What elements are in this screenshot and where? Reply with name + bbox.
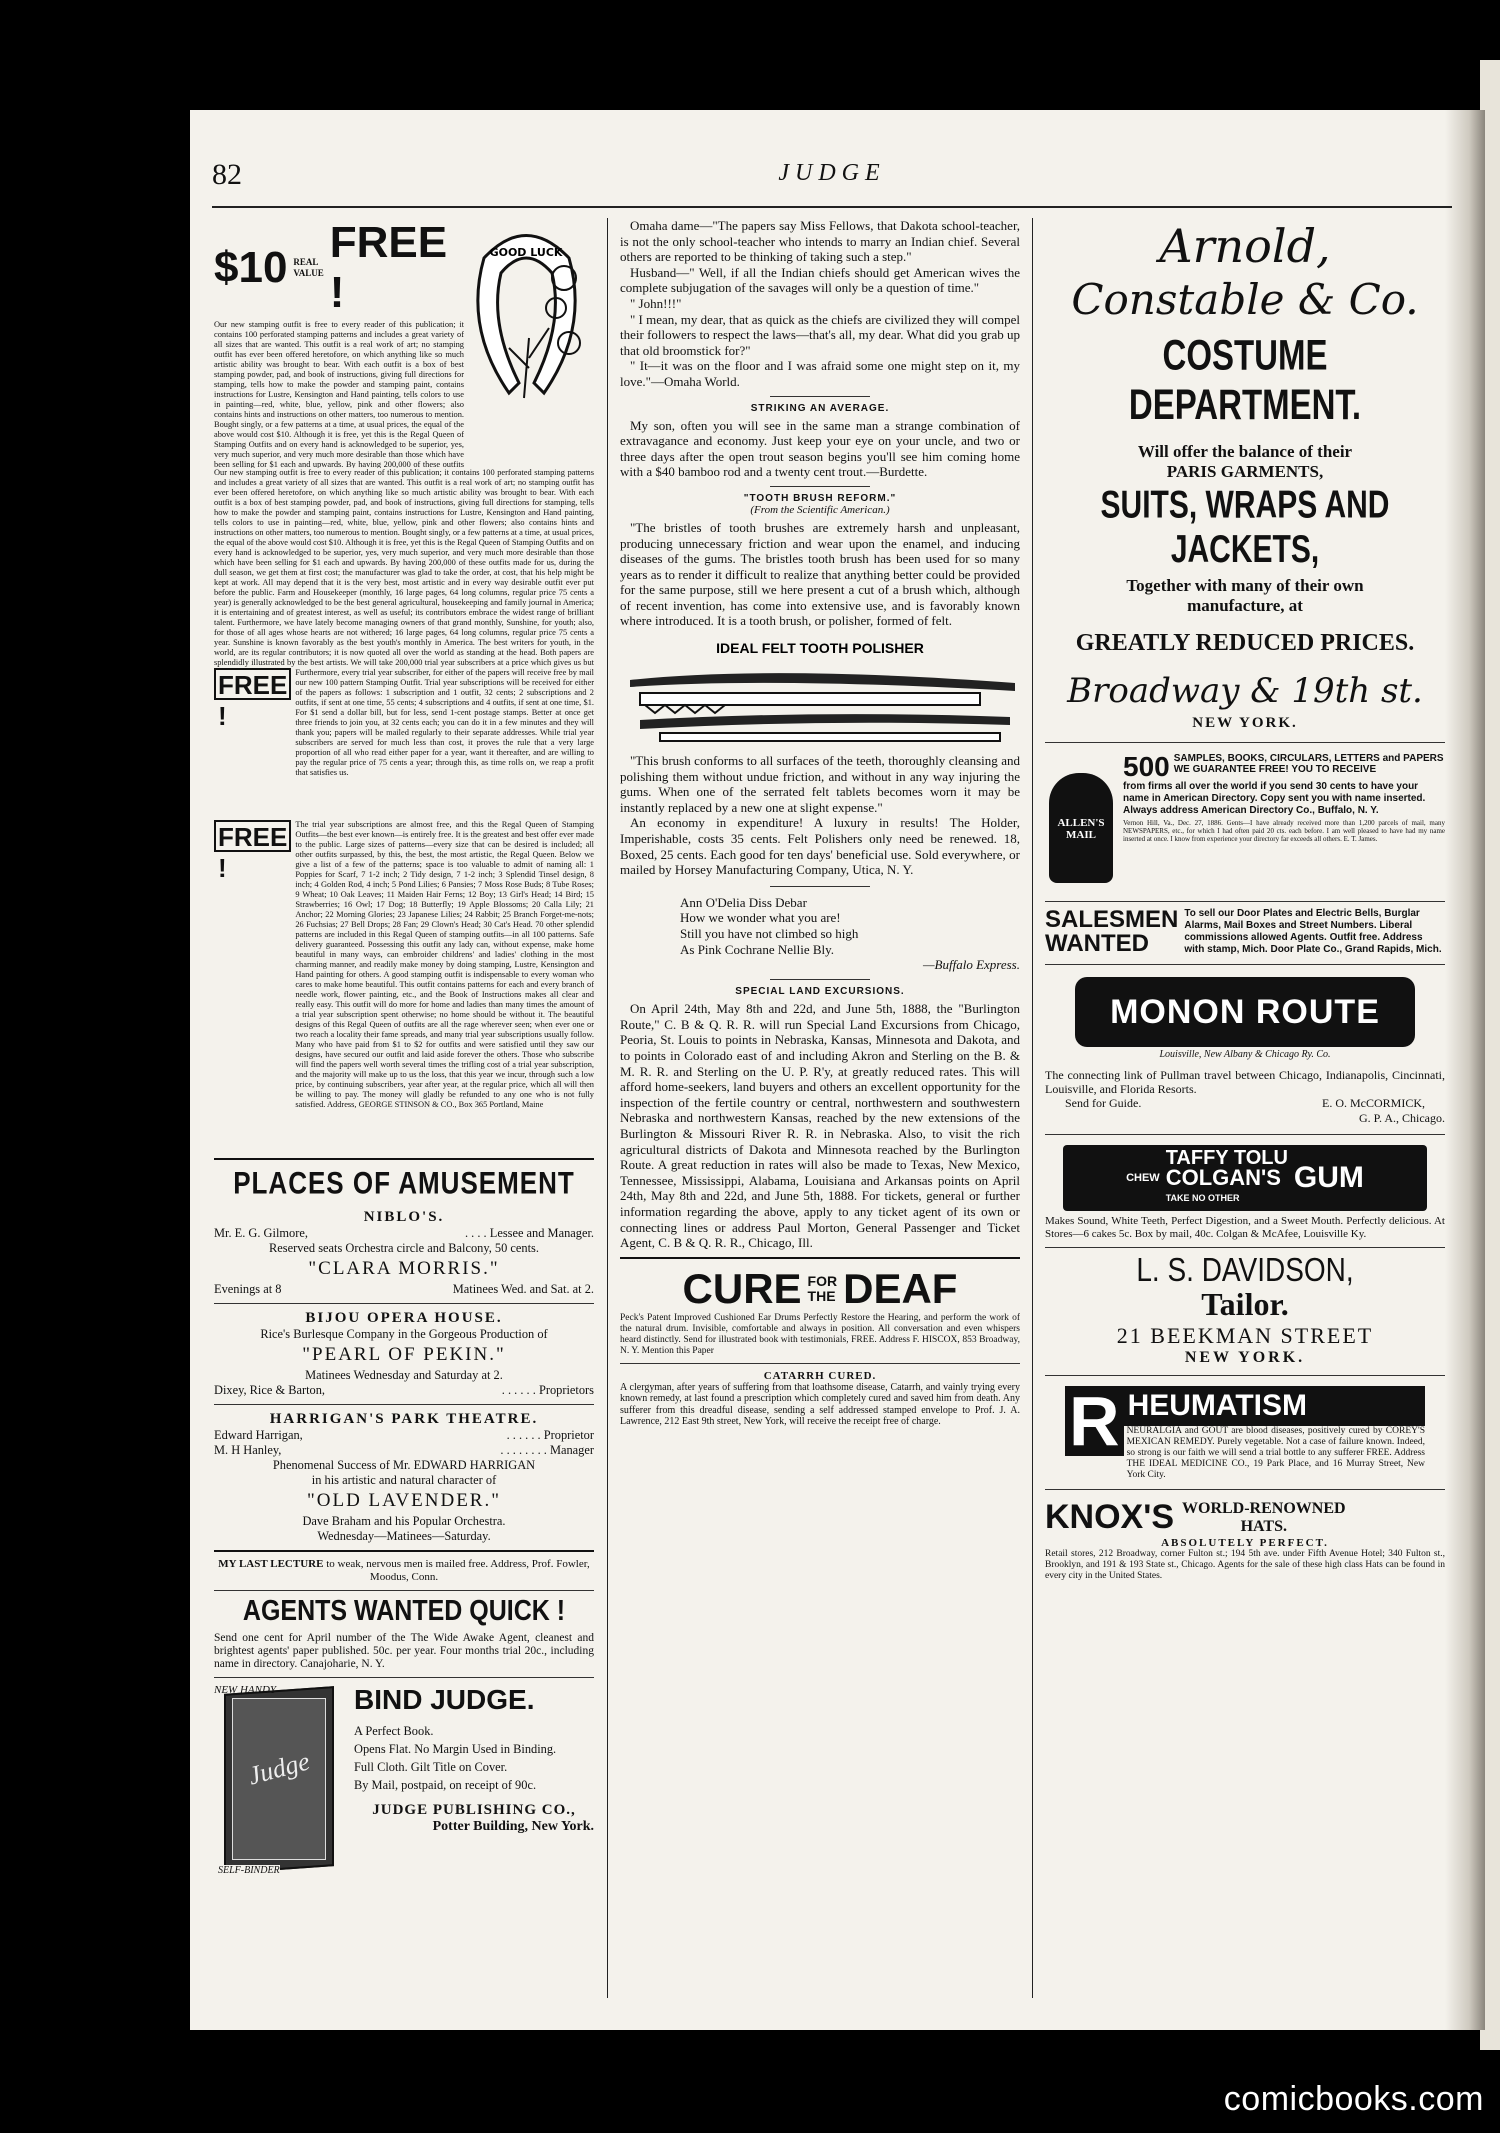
- agents-wanted-ad: [214, 1594, 594, 1671]
- free-badge-2: FREE !: [214, 668, 291, 700]
- column-left: [214, 218, 594, 2018]
- bind-line-4: By Mail, postpaid, on receipt of 90c.: [354, 1778, 537, 1792]
- omaha-dialogue-4: " I mean, my dear, that as quick as the chiefs are civilized they will compel their followers to respect the laws—that's all, my dear. What did you grab up that old broomstick for?": [620, 311, 1020, 358]
- rheumatism-initial: R: [1065, 1386, 1124, 1456]
- allen-text: from firms all over the world if you send 30 cents to have your name in American Directory. Copy sent you with name inserted. Always address American Directory Co., Buffalo, N. Y.: [1123, 781, 1426, 816]
- free-headline: FREE !: [329, 218, 448, 317]
- omaha-dialogue-5: " It—it was on the floor and I was afraid some one might step on it, my love."—Omaha World.: [620, 358, 1020, 389]
- rheumatism-title: HEUMATISM: [1124, 1386, 1425, 1426]
- special-heading: SPECIAL LAND EXCURSIONS.: [735, 986, 905, 998]
- allens-mail-bag-illustration: [1045, 753, 1117, 891]
- bijou-play: "PEARL OF PEKIN.": [302, 1344, 506, 1365]
- striking-text: My son, often you will see in the same man a strange combination of extravagance and economy. Just keep your eye on your uncle, and two or three days after the open trout season begins you'll see him coming home with a $40 bamboo rod and a twenty cent trout.—Burdette.: [620, 417, 1020, 480]
- monon-railway: Louisville, New Albany & Chicago Ry. Co.: [1159, 1049, 1331, 1060]
- poem-line-4: As Pink Cochrane Nellie Bly.: [680, 941, 835, 957]
- bijou-company: Rice's Burlesque Company in the Gorgeous Production of: [260, 1327, 548, 1341]
- the-word: THE: [807, 1287, 836, 1304]
- gum-word: GUM: [1293, 1161, 1364, 1194]
- column-middle: [620, 218, 1020, 2018]
- davidson-tailor-ad: [1045, 1250, 1445, 1367]
- harrigan-manager: M. H Hanley,: [214, 1443, 282, 1457]
- harrigan-name: HARRIGAN'S PARK THEATRE.: [269, 1411, 539, 1427]
- real-label: REAL: [293, 257, 319, 267]
- value-label: VALUE: [293, 268, 324, 278]
- knox-text: Retail stores, 212 Broadway, corner Fulton st.; 194 5th ave. under Fifth Avenue Hotel; 340 Fulton st., Brooklyn, and 191 & 193 State st., Chicago. Agents for the sale of these high class Hats can be found in every city in the United States.: [1045, 1549, 1445, 1581]
- harrigan-success: Phenomenal Success of Mr. EDWARD HARRIGAN: [272, 1458, 536, 1472]
- judge-publishing: JUDGE PUBLISHING CO.,: [372, 1802, 576, 1818]
- knox-hats-ad: [1045, 1498, 1445, 1582]
- arnold-city: NEW YORK.: [1192, 715, 1298, 731]
- niblo-seats: Reserved seats Orchestra circle and Balcony, 50 cents.: [269, 1241, 539, 1255]
- omaha-dialogue-2: Husband—" Well, if all the Indian chiefs should get American wives the complete subjugation of the savages will only be a question of time.": [620, 264, 1020, 296]
- stamping-ad-body: Our new stamping outfit is free to every reader of this publication; it contains 100 perforated stamping patterns and includes a great variety of all sizes that are wanted. This outfit is a real work of art; no stamping outfit has ever been offered heretofore, on which anything like so much artistic ability was brought to bear. With each outfit is a box of best stamping powder, pad, and book of instructions, giving full directions for stamping, tells how to make the powder and stamping paint, contains instructions for Lustre, Kensington and Hand painting, tells colors to use in painting—red, white, blue, yellow, pink and other flowers; also contains hints and instructions on other matters, too numerous to mention. Bought singly, or a few patterns at a time, at usual prices, the equal of the above would cost $10. Although it is free, yet this is the Regal Queen of Stamping Outfits and on every hand is acknowledged to be superior, yes, very much superior, and very much more desirable than those which have been selling for $1 each and upwards. By having 200,000 of these outfits: [214, 320, 464, 468]
- harrigan-play: "OLD LAVENDER.": [307, 1490, 501, 1511]
- bijou-name: BIJOU OPERA HOUSE.: [305, 1310, 503, 1326]
- costume-department: COSTUME DEPARTMENT.: [1128, 330, 1362, 429]
- harrigan-matinees: Wednesday—Matinees—Saturday.: [317, 1529, 491, 1543]
- poem-source: —Buffalo Express.: [922, 957, 1020, 973]
- omaha-dialogue-3: " John!!!": [630, 295, 682, 311]
- davidson-name: L. S. DAVIDSON,: [1136, 1250, 1354, 1288]
- davidson-address: 21 BEEKMAN STREET: [1116, 1323, 1374, 1348]
- book-cover-title: Judge: [245, 1746, 313, 1791]
- site-watermark: comicbooks.com: [1223, 2080, 1484, 2118]
- bijou-proprietors-role: . . . . . . Proprietors: [501, 1383, 594, 1397]
- poem-line-2: How we wonder what you are!: [680, 910, 841, 926]
- allen-testimonial: Vernon Hill, Va., Dec. 27, 1886. Gents—I have already received more than 1,200 parcels of mail, many NEWSPAPERS, etc., for which I had often paid 20 cts. each before. I am well pleased to have had my name inserted at once. I know from experience your directory far exceeds all others. E. T. James.: [1123, 819, 1445, 843]
- arnold-together: Together with many of their own: [1126, 576, 1364, 595]
- book-bottom-label: SELF-BINDER: [218, 1865, 280, 1876]
- reduced-prices: GREATLY REDUCED PRICES.: [1075, 630, 1415, 656]
- niblo-evenings: Evenings at 8: [214, 1282, 282, 1296]
- section-heading: PLACES OF AMUSEMENT: [233, 1164, 575, 1201]
- subscription-terms: Furthermore, every trial year subscriber, for either of the papers will receive free by mail our new 100 pattern Stamping Outfit. Trial year subscriptions will be received for either of the papers as follows: 1 subscription and 1 outfit, 32 cents; 2 subscriptions and 2 outfits, if sent at one time, 55 cents; 4 subscriptions and 4 outfits, if sent at one time, $1. For $1 send a dollar bill, but for less, send 1-cent postage stamps. Better at once get three friends to join you, at 32 cents each; you can do it in a few minutes and they will thank you; papers will be mailed regularly to their separate addresses. While trial year subscribers are served for much less than cost, it proves the rule that a very large proportion of all who read either paper for a year, want it thereafter, and are willing to pay the regular price of 75 cents a year; through this, as time rolls on, we reap a profit that satisfies us.: [295, 668, 594, 777]
- tooth-text-2: "This brush conforms to all surfaces of the teeth, thoroughly cleansing and polishing them without undue friction, and without in any way injuring the gums. When one of the serrated felt tablets becomes worn it may be instantly replaced by a new one at slight expense.": [620, 753, 1020, 815]
- take-no-other: TAKE NO OTHER: [1165, 1193, 1240, 1203]
- tooth-image-label: IDEAL FELT TOOTH POLISHER: [716, 640, 924, 657]
- salesmen-text: To sell our Door Plates and Electric Bells, Burglar Alarms, Mail Boxes and Street Numbers. Liberal commissions allowed Agents. Outfit free. Address with stamp, Mich. Door Plate Co., Grand Rapids, Mich.: [1184, 908, 1442, 955]
- knox-name: KNOX'S: [1045, 1498, 1174, 1536]
- column-divider-2: [1032, 218, 1033, 1998]
- seal-text: GOOD LUCK: [489, 246, 563, 259]
- colgans-name: COLGAN'S: [1165, 1165, 1281, 1190]
- niblo-lessee-role: . . . . Lessee and Manager.: [464, 1226, 594, 1240]
- harrigan-manager-role: . . . . . . . . Manager: [500, 1443, 594, 1457]
- column-right: [1045, 218, 1445, 2018]
- allen-number: 500: [1123, 751, 1170, 782]
- suits-wraps-jackets: SUITS, WRAPS AND JACKETS,: [1100, 483, 1390, 571]
- cure-deaf-ad: [620, 1265, 1020, 1357]
- book-top-label: NEW HANDY: [214, 1684, 277, 1696]
- niblo-matinees: Matinees Wed. and Sat. at 2.: [452, 1282, 594, 1296]
- lecture-title: MY LAST LECTURE: [218, 1558, 324, 1570]
- niblo-play: "CLARA MORRIS.": [308, 1258, 500, 1279]
- column-divider-1: [607, 218, 608, 1998]
- colgan-text: Makes Sound, White Teeth, Perfect Digestion, and a Sweet Mouth. Perfectly delicious. At Stores—6 cakes 5c. Box by mail, 40c. Colgan & McAfee, Louisville Ky.: [1045, 1215, 1445, 1240]
- stamping-ad-body-2: Our new stamping outfit is free to every reader of this publication; it contains 100 perforated stamping patterns and includes a great variety of all sizes that are wanted. This outfit is a real work of art; no stamping outfit has ever been offered heretofore, on which anything like so much artistic ability was brought to bear. With each outfit is a box of best stamping powder, pad, and book of instructions, giving full directions for stamping, tells how to make the powder and stamping paint, contains instructions for Lustre, Kensington and Hand painting, tells colors to use in painting—red, white, blue, yellow, pink and other flowers; also contains hints and instructions on other matters, too numerous to mention. Bought singly, or a few patterns at a time, at usual prices, the equal of the above would cost $10. Although it is free, yet this is the Regal Queen of Stamping Outfits and on every hand is acknowledged to be superior, yes, very much superior, and very much more desirable than those which have been selling for $1 each and upwards. By having 200,000 of these outfits made for us, during the dull season, we get them at first cost; the manufacturer was glad to take the order, at cost, that his help might be kept at work. All may depend that it is the very best, most artistic and in every way desirable outfit ever put before the public. Farm and Housekeeper (monthly, 16 large pages, 64 long columns, regular price 75 cents a year) is generally acknowledged to be the best general agricultural, housekeeping and family journal in America; it is entertaining and of greatest interest, as well as useful; its contributors embrace the widest range of brilliant talent. Furthermore, we have lately become managing owners of that grand monthly, Sunshine, for youth; also, for those of all ages whose hearts are not withered; 16 large pages, 64 long columns, regular price 75 cents a year. Sunshine is known favorably as the best youth's monthly in America. The best writers for youth, in the world, are its regular contributors; it is now quoted all over the world as standing at the head. Both papers are splendidly illustrated by the best artists. We will take 200,000 trial year subscribers at a price which gives us but: [214, 468, 594, 667]
- bind-line-2: Opens Flat. No Margin Used in Binding.: [354, 1742, 557, 1756]
- arnold-manufacture: manufacture, at: [1187, 596, 1303, 615]
- taffy-tolu: TAFFY TOLU: [1165, 1147, 1288, 1169]
- agents-title: AGENTS WANTED QUICK !: [242, 1594, 566, 1628]
- tooth-heading: "TOOTH BRUSH REFORM.": [743, 492, 897, 504]
- free-badge-3: FREE !: [214, 820, 291, 852]
- knox-hats: HATS.: [1240, 1517, 1287, 1535]
- poem: [620, 895, 1020, 957]
- chew-word: CHEW: [1126, 1172, 1160, 1184]
- poem-line-3: Still you have not climbed so high: [680, 926, 859, 941]
- tooth-text-1: "The bristles of tooth brushes are extremely harsh and unpleasant, producing unnecessary friction and wear upon the enamel, and inducing diseases of the gums. The bristles tooth brush has been used for so many years as to render it difficult to realize that anything better could be provided for the same purpose, still we here present a cut of a brush which, although of recent invention, has come into extensive use, and is favorably known where introduced. It is a tooth brush, or polisher, formed of felt.: [620, 519, 1020, 629]
- lecture-text: to weak, nervous men is mailed free. Address, Prof. Fowler, Moodus, Conn.: [326, 1558, 590, 1583]
- last-lecture-ad: [214, 1558, 594, 1584]
- bind-line-1: A Perfect Book.: [354, 1724, 434, 1738]
- special-text: On April 24th, May 8th and 22d, and June 5th, 1888, the "Burlington Route," C. B & Q. R. R. will run Special Land Excursions from Chicago, Peoria, St. Louis to points in Nebraska, Kansas, Minnesota and Dakota, and to points in Colorado east of and including Akron and Sterling on the B. & M. R. R. and Sterling on the U. P. R'y, at greatly reduced rates. This will afford home-seekers, land buyers and others an excellent opportunity for the inspection of the fertile country or central, northwestern and southwestern Nebraska and northwestern Kansas, reached by the new extensions of the Burlington & Missouri River R. R. in Nebraska. Also, to visit the rich agricultural districts of Dakota and Minnesota reached by the Burlington Route. A great reduction in rates will also be made to Texas, New Mexico, Tennessee, Mississippi, Alabama, Louisiana and Arkansas points on April 24th, May 8th and 22d, and June 5th, 1888. For tickets, general or further information regarding the above, apply to any ticket agent of its own or connecting lines or address Paul Morton, General Passenger and Ticket Agent, C. B & Q. R. R., Chicago, Ill.: [620, 1001, 1020, 1251]
- colgans-gum-ad: [1045, 1145, 1445, 1241]
- knox-world-renowned: WORLD-RENOWNED: [1182, 1499, 1346, 1517]
- tooth-text-3: An economy in expenditure! A luxury in results! The Holder, Imperishable, costs 35 cents. Felt Polishers only need be renewed. 18, Boxed, 25 cents. Each good for ten days' beneficial use. Sold everywhere, or mailed by Horsey Manufacturing Company, Utica, N. Y.: [620, 815, 1020, 878]
- catarrh-text: A clergyman, after years of suffering from that loathsome disease, Catarrh, and vainly trying every known remedy, at last found a prescription which completely cured and saved him from death. Any sufferer from this dreadful disease, sending a self addressed stamped envelope to Prof. J. A. Lawrence, 212 East 9th street, New York, will receive the receipt free of charge.: [620, 1381, 1020, 1428]
- cure-word: CURE: [682, 1264, 802, 1312]
- for-word: FOR: [807, 1272, 838, 1289]
- harrigan-proprietor: Edward Harrigan,: [214, 1428, 303, 1442]
- tooth-source: (From the Scientific American.): [750, 503, 890, 516]
- arnold-address: Broadway & 19th st.: [1067, 671, 1423, 711]
- mail-bag-label: ALLEN'S MAIL: [1057, 817, 1105, 841]
- striking-heading: STRIKING AN AVERAGE.: [750, 402, 890, 414]
- allen-headline: SAMPLES, BOOKS, CIRCULARS, LETTERS and PAPERS WE GUARANTEE FREE! YOU TO RECEIVE: [1173, 753, 1444, 775]
- places-of-amusement: [214, 1164, 594, 1544]
- pattern-list: The trial year subscriptions are almost free, and this the Regal Queen of Stamping Outfits—the best ever known—is entirely free. It is the greatest and best offer ever made to the public. Large sizes of patterns—every size that can be desired is included; all other outfits surpassed, by this, the best, the most artistic, the Regal Queen. Below we give a list of a few of the patterns; space is too valuable to admit of naming all: 1 Poppies for Scarf, 7 1-2 inch; 2 Tidy design, 7 1-2 inch; 3 Splendid Tinsel design, 8 inch; 4 Golden Rod, 4 inch; 5 Pond Lilies; 6 Pansies; 7 Moss Rose Buds; 8 Tube Roses; 9 Wheat; 10 Oak Leaves; 11 Maiden Hair Ferns; 12 Boy; 13 Girl's Head; 14 Bird; 15 Strawberries; 16 Owl; 17 Dog; 18 Butterfly; 19 Apple Blossoms; 20 Calla Lily; 21 Anchor; 22 Morning Glories; 23 Japanese Lilies; 24 Rabbit; 25 Branch Forget-me-nots; 26 Fuchsias; 27 Bell Drops; 28 Fan; 29 Clown's Head; 30 Cat's Head. 70 other splendid patterns are included in this Regal Queen of stamping outfits—in all 100 patterns. Safe delivery guaranteed. Possessing this outfit any lady can, without expense, make home beautiful in many ways, can embroider childrens' and ladies' clothing in the most charming manner, and readily make money by doing stamping, Lustre, Kensington and Hand painting for others. A good stamping outfit is indispensable to every woman who cares to make home beautiful. This outfit contains patterns for each and every branch of needle work, flower painting, etc., and the Book of Instructions makes all clear and really easy. This outfit will do more for home and ladies than many times the amount of a trial year subscription spent otherwise; no home should be without it. The beautiful designs of this Regal Queen of outfits are all the rage wherever seen; when ever one or two reach a locality their fame spreads, and many trial year subscriptions usually follow. Many who have paid from $1 to $2 for outfits and were satisfied until they saw our designs, have secured our outfit and laid aside forever the others. Those who subscribe will find the papers well worth several times the trifling cost of a trial year subscription, and the majority will make up to us the loss, that this year we incur, through such a low price, by continuing subscribers, year after year, at the regular price, which all will then be willing to pay. The money will gladly be refunded to any one who is not fully satisfied. Address, GEORGE STINSON & CO., Box 365 Portland, Maine: [295, 820, 594, 1109]
- bijou-matinees: Matinees Wednesday and Saturday at 2.: [305, 1368, 503, 1382]
- masthead-title: JUDGE: [778, 160, 886, 186]
- binder-book-illustration: [214, 1684, 344, 1876]
- arnold-name-2: Constable & Co.: [1071, 275, 1419, 324]
- catarrh-heading: CATARRH CURED.: [763, 1369, 877, 1382]
- monon-agent-name: E. O. McCORMICK,: [1321, 1096, 1425, 1110]
- header-rule: [212, 206, 1452, 208]
- page-number: 82: [212, 158, 242, 191]
- bind-judge-ad: [214, 1684, 594, 1876]
- niblo-lessee: Mr. E. G. Gilmore,: [214, 1226, 308, 1240]
- niblo-name: NIBLO'S.: [363, 1209, 445, 1225]
- harrigan-orchestra: Dave Braham and his Popular Orchestra.: [302, 1514, 506, 1528]
- american-directory-ad: [1045, 753, 1445, 895]
- davidson-role: Tailor.: [1201, 1286, 1289, 1322]
- felt-tooth-polisher-illustration: [620, 635, 1020, 747]
- paris-garments: PARIS GARMENTS,: [1166, 462, 1324, 481]
- poem-line-1: Ann O'Delia Diss Debar: [680, 894, 807, 910]
- salesmen-wanted-ad: [1045, 908, 1445, 956]
- deaf-word: DEAF: [843, 1264, 958, 1312]
- davidson-city: NEW YORK.: [1184, 1349, 1306, 1366]
- bind-judge-title: BIND JUDGE.: [354, 1684, 535, 1715]
- horseshoe-illustration: [464, 218, 589, 418]
- price-ten-dollars: $10: [214, 243, 288, 292]
- deaf-text: Peck's Patent Improved Cushioned Ear Drums Perfectly Restore the Hearing, and perform the work of the natural drum. Invisible, comfortable and always in position. All conversation and even whispers heard distinctly. Send for illustrated book with testimonials, FREE. Address F. HISCOX, 853 Broadway, N. Y. Mention this Paper: [620, 1312, 1020, 1356]
- agents-text: Send one cent for April number of the The Wide Awake Agent, cleanest and brightest agents' paper published. 50c. per year. Four months trial 20c., including name in directory. Canajoharie, N. Y.: [214, 1632, 594, 1670]
- rheumatism-ad: [1065, 1382, 1425, 1481]
- monon-agent-role: G. P. A., Chicago.: [1358, 1111, 1445, 1125]
- knox-absolutely-perfect: ABSOLUTELY PERFECT.: [1161, 1537, 1329, 1549]
- arnold-constable-ad: [1045, 218, 1445, 732]
- arnold-offer: Will offer the balance of their: [1137, 442, 1353, 461]
- page-header: [212, 158, 1452, 198]
- arnold-name-1: Arnold,: [1159, 219, 1331, 273]
- wanted-word: WANTED: [1045, 930, 1149, 957]
- monon-text: The connecting link of Pullman travel between Chicago, Indianapolis, Cincinnati, Louisville, and Florida Resorts.: [1045, 1068, 1445, 1096]
- monon-guide: Send for Guide.: [1065, 1096, 1142, 1110]
- harrigan-character: in his artistic and natural character of: [311, 1473, 497, 1487]
- monon-title: MONON ROUTE: [1110, 992, 1380, 1031]
- bijou-proprietors: Dixey, Rice & Barton,: [214, 1383, 326, 1397]
- magazine-page: [190, 110, 1485, 2030]
- bind-line-3: Full Cloth. Gilt Title on Cover.: [354, 1760, 508, 1774]
- page-gutter-shadow: [1445, 110, 1485, 2030]
- judge-address: Potter Building, New York.: [432, 1819, 594, 1834]
- rheumatism-text: NEURALGIA and GOUT are blood diseases, positively cured by COREY'S MEXICAN REMEDY. Purely vegetable. Not a case of failure known. Indeed, so strong is our faith we will send a trial bottle to any sufferer FREE. Address THE IDEAL MEDICINE CO., 19 Park Place, and 16 Murray Street, New York City.: [1126, 1426, 1425, 1480]
- monon-route-ad: [1045, 977, 1445, 1126]
- stamping-outfit-ad: [214, 218, 594, 1150]
- omaha-dialogue-1: Omaha dame—"The papers say Miss Fellows, that Dakota school-teacher, is not the only school-teacher who intends to marry an Indian chief. Several others are reported to be thinking of taking such a step.": [620, 218, 1020, 265]
- salesmen-word: SALESMEN: [1045, 906, 1179, 933]
- harrigan-proprietor-role: . . . . . . Proprietor: [506, 1428, 594, 1442]
